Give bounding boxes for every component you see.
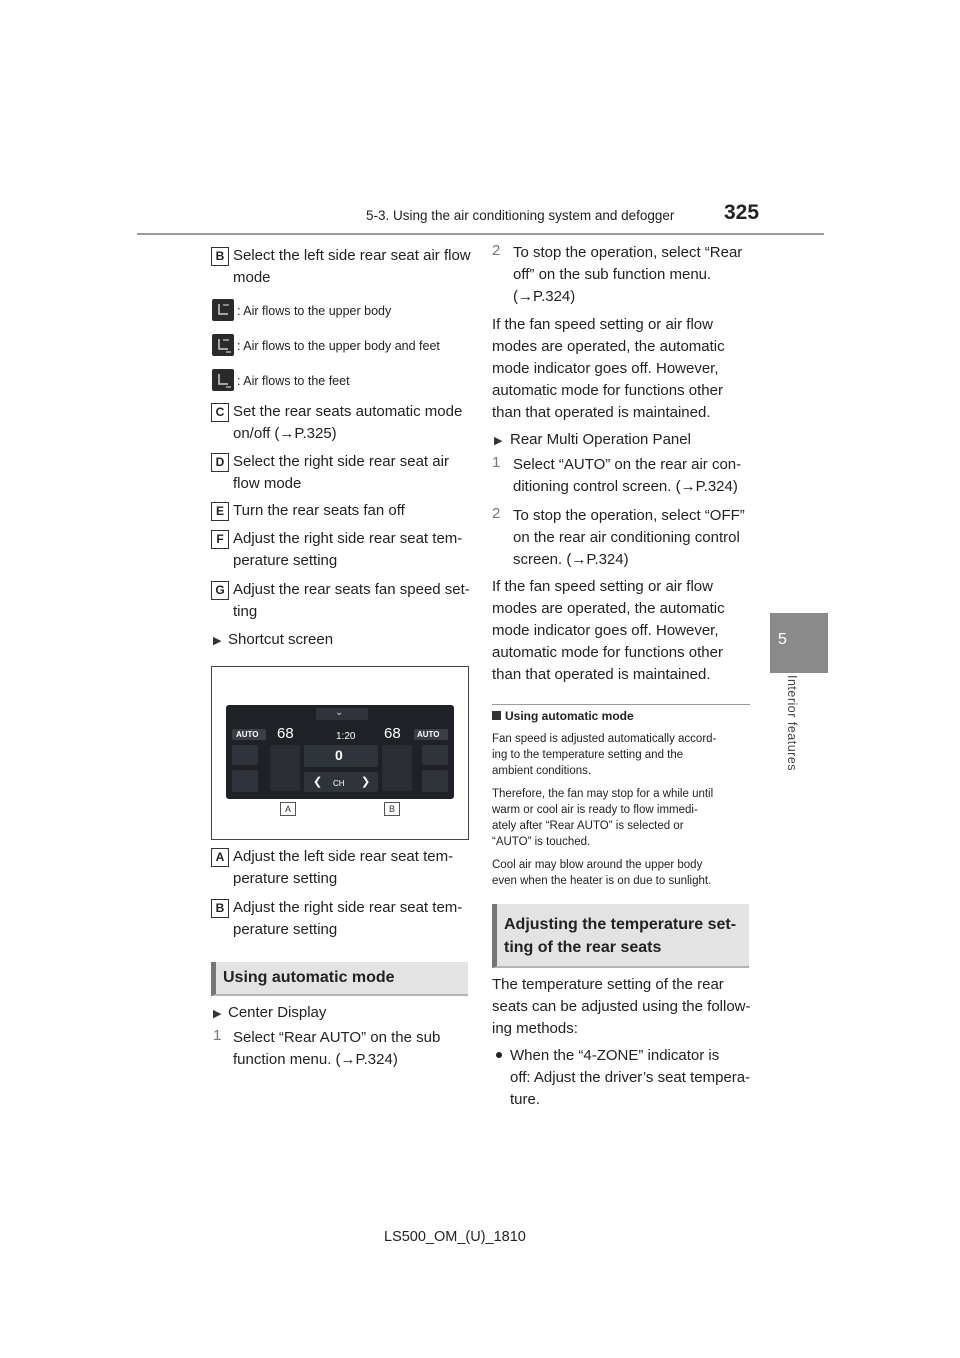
step2-line1: To stop the operation, select “Rear xyxy=(513,244,743,261)
rp-step2-line3: screen. (→P.324) xyxy=(513,551,629,568)
ch-label: CH xyxy=(333,779,345,788)
note2-line1: Therefore, the fan may stop for a while until xyxy=(492,788,714,800)
left-temp-slider xyxy=(270,745,300,791)
step1-line1: Select “Rear AUTO” on the sub xyxy=(233,1029,441,1046)
step2-line2: off” on the sub function menu. xyxy=(513,266,712,283)
para1-line3: mode indicator goes off. However, xyxy=(492,360,719,377)
section-band-title-line2: ting of the rear seats xyxy=(504,939,662,956)
chevron-down-icon: ⌄ xyxy=(335,707,344,718)
para2-line5: than that operated is maintained. xyxy=(492,666,711,683)
rp-step1-line2: ditioning control screen. (→P.324) xyxy=(513,478,738,495)
step-number: 2 xyxy=(492,505,501,522)
para3-line1: The temperature setting of the rear xyxy=(492,976,724,993)
note1-line3: ambient conditions. xyxy=(492,765,592,777)
triangle-bullet-icon: ▶ xyxy=(494,435,503,447)
figure-callout-a: A xyxy=(280,802,296,816)
para3-line2: seats can be adjusted using the follow- xyxy=(492,998,751,1015)
note1-line1: Fan speed is adjusted automatically accord- xyxy=(492,733,717,745)
step-number: 1 xyxy=(213,1027,222,1044)
section-band-title: Using automatic mode xyxy=(223,969,395,986)
square-bullet-icon xyxy=(492,711,501,720)
para1-line1: If the fan speed setting or air flow xyxy=(492,316,713,333)
center-display-heading: Center Display xyxy=(228,1004,327,1021)
item-b2-line2: perature setting xyxy=(233,921,338,938)
note1-line2: ing to the temperature setting and the xyxy=(492,749,684,761)
item-c-line2: on/off (→P.325) xyxy=(233,425,337,442)
callout-letter-b: B xyxy=(211,247,229,266)
seat-airflow-feet-icon xyxy=(212,369,234,391)
rp-step2-line1: To stop the operation, select “OFF” xyxy=(513,507,745,524)
page-number: 325 xyxy=(724,201,760,224)
left-seat-heat-button xyxy=(232,745,258,765)
note2-line2: warm or cool air is ready to flow immedi- xyxy=(492,804,698,816)
item-a2-line2: perature setting xyxy=(233,870,338,887)
para1-line4: automatic mode for functions other xyxy=(492,382,723,399)
section-band-title-line1: Adjusting the temperature set- xyxy=(504,916,737,933)
item-g-line1: Adjust the rear seats fan speed set- xyxy=(233,581,470,598)
para1-line5: than that operated is maintained. xyxy=(492,404,711,421)
step1-line2: function menu. (→P.324) xyxy=(233,1051,398,1068)
callout-letter-f: F xyxy=(211,530,229,549)
rear-panel-heading: Rear Multi Operation Panel xyxy=(510,431,691,448)
clock: 1:20 xyxy=(336,731,356,742)
triangle-bullet-icon: ▶ xyxy=(213,635,222,647)
section-title: 5-3. Using the air conditioning system and defogger xyxy=(366,208,675,223)
chevron-left-icon: ❮ xyxy=(313,776,323,788)
seat-airflow-upper-icon xyxy=(212,299,234,321)
item-f-line1: Adjust the right side rear seat tem- xyxy=(233,530,463,547)
item-e-line1: Turn the rear seats fan off xyxy=(233,502,405,519)
para2-line3: mode indicator goes off. However, xyxy=(492,622,719,639)
callout-letter-c: C xyxy=(211,403,229,422)
right-auto-label: AUTO xyxy=(417,730,440,739)
bullet-line2: off: Adjust the driver’s seat tempera- xyxy=(510,1069,751,1086)
para2-line2: modes are operated, the automatic xyxy=(492,600,725,617)
para1-line2: modes are operated, the automatic xyxy=(492,338,725,355)
right-temp-slider xyxy=(382,745,412,791)
rp-step1-line1: Select “AUTO” on the rear air con- xyxy=(513,456,742,473)
chevron-right-icon: ❯ xyxy=(361,776,371,788)
bullet-dot-icon xyxy=(496,1052,502,1058)
chapter-title: Interior features xyxy=(785,675,799,772)
left-seat-vent-button xyxy=(232,770,258,792)
airflow-upper-text: : Air flows to the upper body xyxy=(237,304,392,318)
callout-letter-e: E xyxy=(211,502,229,521)
triangle-bullet-icon: ▶ xyxy=(213,1008,222,1020)
rp-step2-line2: on the rear air conditioning control xyxy=(513,529,740,546)
step-number: 2 xyxy=(492,242,501,259)
bullet-line3: ture. xyxy=(510,1091,541,1108)
item-c-line1: Set the rear seats automatic mode xyxy=(233,403,463,420)
item-g-line2: ting xyxy=(233,603,258,620)
note3-line1: Cool air may blow around the upper body xyxy=(492,859,703,871)
note2-line4: “AUTO” is touched. xyxy=(492,836,591,848)
fan-level: 0 xyxy=(335,747,343,763)
header-divider xyxy=(137,233,824,235)
item-f-line2: perature setting xyxy=(233,552,338,569)
chapter-number: 5 xyxy=(778,631,787,648)
seat-airflow-upper-feet-icon xyxy=(212,334,234,356)
right-seat-heat-button xyxy=(422,745,448,765)
right-seat-vent-button xyxy=(422,770,448,792)
para2-line1: If the fan speed setting or air flow xyxy=(492,578,713,595)
airflow-feet-text: : Air flows to the feet xyxy=(237,374,350,388)
item-b-line2: mode xyxy=(233,269,271,286)
note3-line2: even when the heater is on due to sunlight. xyxy=(492,875,712,887)
item-d-line1: Select the right side rear seat air xyxy=(233,453,449,470)
note-heading: Using automatic mode xyxy=(505,709,634,723)
callout-letter-d: D xyxy=(211,453,229,472)
shortcut-heading: Shortcut screen xyxy=(228,631,334,648)
note-divider xyxy=(492,704,750,705)
item-b2-line1: Adjust the right side rear seat tem- xyxy=(233,899,463,916)
item-b-line1: Select the left side rear seat air flow xyxy=(233,247,471,264)
callout-letter-a: A xyxy=(211,848,229,867)
callout-letter-g: G xyxy=(211,581,229,600)
step2-line3: (→P.324) xyxy=(513,288,576,305)
step-number: 1 xyxy=(492,454,501,471)
note2-line3: ately after “Rear AUTO” is selected or xyxy=(492,820,684,832)
airflow-upper-feet-text: : Air flows to the upper body and feet xyxy=(237,339,440,353)
left-auto-label: AUTO xyxy=(236,730,259,739)
left-temp: 68 xyxy=(277,725,294,742)
right-temp: 68 xyxy=(384,725,401,742)
manual-code: LS500_OM_(U)_1810 xyxy=(384,1229,526,1245)
item-d-line2: flow mode xyxy=(233,475,302,492)
bullet-line1: When the “4-ZONE” indicator is xyxy=(510,1047,720,1064)
para3-line3: ing methods: xyxy=(492,1020,578,1037)
figure-callout-b: B xyxy=(384,802,400,816)
para2-line4: automatic mode for functions other xyxy=(492,644,723,661)
item-a2-line1: Adjust the left side rear seat tem- xyxy=(233,848,454,865)
callout-letter-b2: B xyxy=(211,899,229,918)
